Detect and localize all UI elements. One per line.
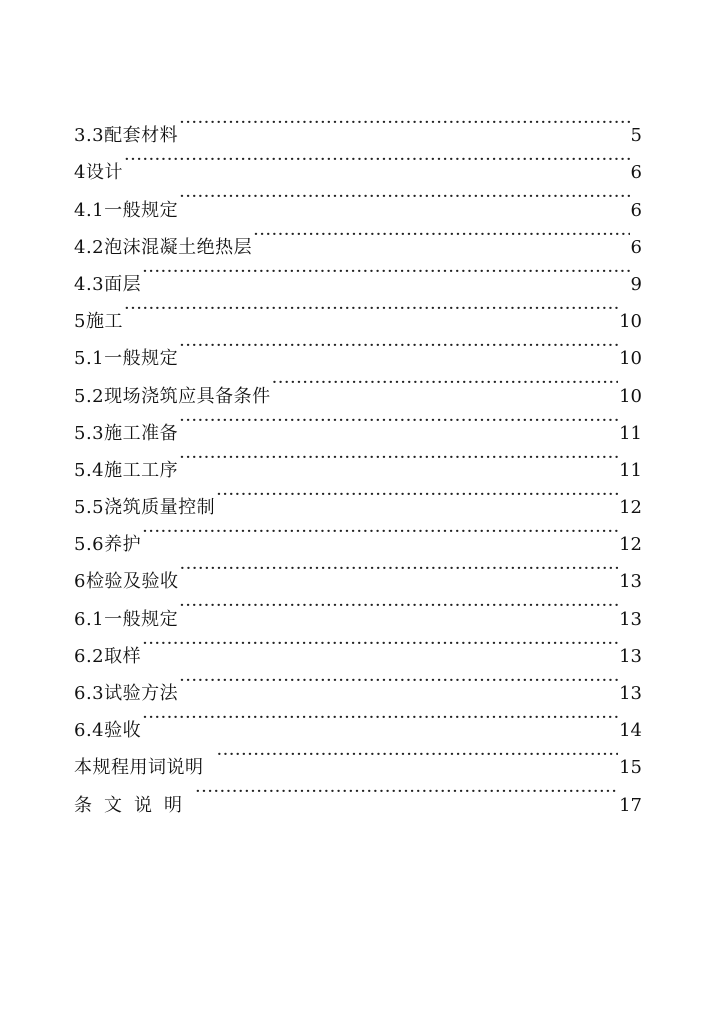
toc-entry-6[interactable]	[74, 550, 642, 593]
toc-entry-label: 6检验及验收	[74, 571, 179, 593]
toc-entry-label: 4.2泡沫混凝土绝热层	[74, 236, 253, 258]
toc-page-number: 13	[619, 571, 642, 593]
toc-page-number: 13	[619, 683, 642, 704]
toc-page-number: 5	[630, 125, 642, 147]
toc-entry-label: 6.2取样	[74, 645, 142, 667]
toc-entry-label: 6.3试验方法	[74, 683, 179, 704]
toc-entry-label: 4.1一般规定	[74, 199, 179, 221]
toc-page-number: 15	[619, 757, 642, 779]
toc-entry-5-6[interactable]	[74, 513, 642, 556]
toc-entry-label: 6.1一般规定	[74, 608, 179, 630]
toc-page-number: 6	[630, 199, 642, 221]
toc-entry-3-3[interactable]	[74, 104, 642, 147]
toc-dot-leader	[142, 253, 629, 290]
toc-entry-label: 5.4施工工序	[74, 459, 179, 481]
toc-page-number: 13	[619, 608, 642, 630]
toc-entry-label: 本规程用词说明	[74, 757, 204, 779]
toc-entry-4-1[interactable]	[74, 178, 642, 221]
toc-entry-4-3[interactable]	[74, 253, 642, 295]
toc-dot-leader	[124, 141, 630, 178]
toc-entry-label: 5.5浇筑质量控制	[74, 497, 216, 519]
toc-dot-leader	[142, 625, 618, 662]
toc-entry-label: 3.3配套材料	[74, 125, 179, 147]
toc-page-number: 6	[630, 162, 642, 184]
toc-dot-leader	[124, 290, 618, 327]
toc-dot-leader	[272, 364, 618, 401]
toc-dot-leader	[253, 216, 629, 253]
toc-dot-leader	[179, 327, 618, 364]
toc-dot-leader	[179, 662, 618, 699]
toc-entry-label: 4.3面层	[74, 273, 142, 295]
toc-entry-label: 5.3施工准备	[74, 422, 179, 444]
toc-page-number: 11	[619, 459, 642, 481]
toc-page-number: 10	[619, 311, 642, 333]
toc-entry-label: 5.2现场浇筑应具备条件	[74, 385, 271, 407]
toc-dot-leader	[179, 178, 629, 215]
toc-dot-leader	[179, 439, 618, 476]
toc-entry-label: 5施工	[74, 311, 123, 333]
toc-page-number: 10	[619, 385, 642, 407]
toc-dot-leader	[179, 104, 629, 141]
toc-dot-leader	[179, 550, 618, 587]
toc-dot-leader	[142, 513, 618, 550]
toc-entry-6-3[interactable]	[74, 662, 642, 704]
toc-page-number: 10	[619, 348, 642, 370]
toc-dot-leader	[216, 476, 618, 513]
toc-page-number: 9	[630, 273, 642, 295]
toc-entry-6-4[interactable]	[74, 699, 642, 742]
toc-page-number: 12	[619, 497, 642, 519]
toc-entry-label: 5.1一般规定	[74, 348, 179, 370]
toc-dot-leader	[217, 736, 619, 773]
toc-entry-4[interactable]	[74, 141, 642, 184]
toc-entry-label: 4设计	[74, 162, 123, 184]
toc-dot-leader	[179, 402, 618, 439]
toc-entry-label: 条文说明	[74, 794, 194, 816]
toc-page-number: 17	[619, 794, 642, 816]
toc-entry-5[interactable]	[74, 290, 642, 333]
toc-page-number: 13	[619, 645, 642, 667]
toc-page-number: 14	[619, 720, 642, 742]
toc-entry-label: 5.6养护	[74, 534, 142, 556]
toc-dot-leader	[179, 587, 618, 624]
toc-dot-leader	[195, 773, 618, 810]
toc-entry-6-2[interactable]	[74, 625, 642, 667]
toc-entry-5-1[interactable]	[74, 327, 642, 370]
toc-entry-label: 6.4验收	[74, 720, 142, 742]
table-of-contents	[74, 104, 642, 816]
toc-dot-leader	[142, 699, 618, 736]
toc-page-number: 6	[630, 236, 642, 258]
toc-page-number: 12	[619, 534, 642, 556]
toc-entry-terms[interactable]	[74, 736, 642, 779]
toc-page-number: 11	[619, 422, 642, 444]
